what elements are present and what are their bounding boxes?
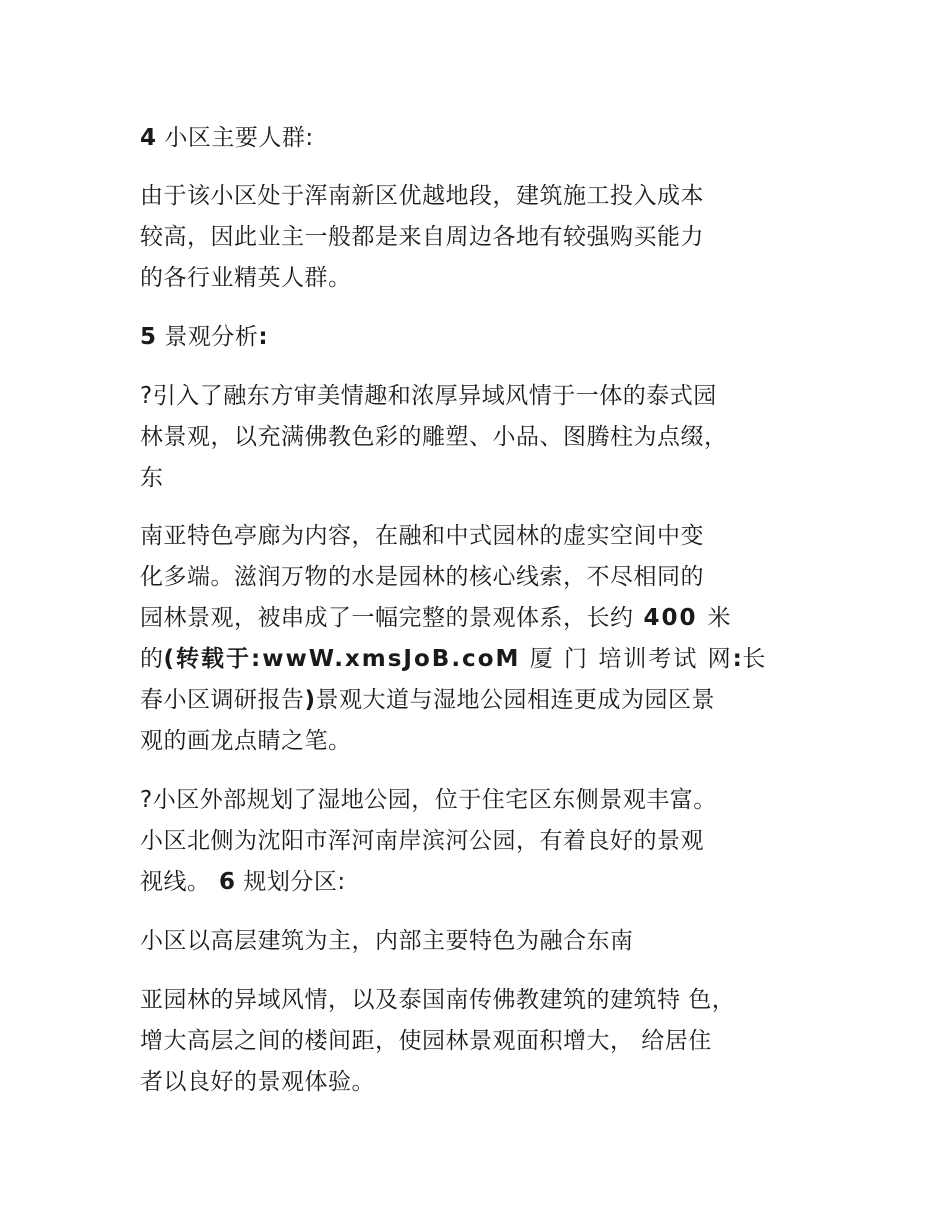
para3-line4 <box>140 644 766 674</box>
para4-line1: ?小区外部规划了湿地公园，位于住宅区东侧景观丰富。 <box>140 787 717 813</box>
text-segment: 景观大道与湿地公园相连更成为园区景 <box>315 687 716 713</box>
length-number: 400 <box>633 605 708 631</box>
para2-line1: ?引入了融东方审美情趣和浓厚异域风情于一体的泰式园 <box>140 383 717 409</box>
para6-line2: 增大高层之间的楼间距，使园林景观面积增大， 给居住 <box>140 1028 712 1054</box>
heading-number: 4 <box>140 125 157 151</box>
heading-text: 小区主要人群: <box>156 125 314 151</box>
source-reference: (转载于:wwW.xmsJoB.coM <box>163 646 521 672</box>
colon: : <box>732 646 743 672</box>
para1-line3: 的各行业精英人群。 <box>140 265 352 291</box>
para4-line2: 小区北侧为沈阳市浑河南岸滨河公园，有着良好的景观 <box>140 828 704 854</box>
heading-text: 规划分区: <box>235 869 346 895</box>
para3-line6: 观的画龙点睛之笔。 <box>140 728 352 754</box>
para1-line2: 较高，因此业主一般都是来自周边各地有较强购买能力 <box>140 224 704 250</box>
heading-number: 6 <box>210 869 236 895</box>
text-segment: 春小区调研报告 <box>140 687 305 713</box>
text-segment: 厦 门 培训考试 网 <box>520 646 733 672</box>
text-segment: 米 <box>707 605 732 631</box>
para5-line1: 小区以高层建筑为主，内部主要特色为融合东南 <box>140 928 634 954</box>
para3-line1: 南亚特色亭廊为内容，在融和中式园林的虚实空间中变 <box>140 523 704 549</box>
para3-line5 <box>140 685 715 715</box>
text-segment: 园林景观，被串成了一幅完整的景观体系，长约 <box>140 605 634 631</box>
text-segment: 的 <box>140 646 164 672</box>
heading-4 <box>140 123 314 153</box>
heading-colon: : <box>258 324 269 350</box>
heading-number: 5 <box>140 324 157 350</box>
para4-line3 <box>140 867 346 897</box>
para6-line1: 亚园林的异域风情，以及泰国南传佛教建筑的建筑特 色， <box>140 987 736 1013</box>
para2-line2: 林景观，以充满佛教色彩的雕塑、小品、图腾柱为点缀， <box>140 424 728 450</box>
para2-line3: 东 <box>140 465 164 491</box>
text-segment: 长 <box>742 646 766 672</box>
heading-5 <box>140 322 268 352</box>
heading-text: 景观分析 <box>156 324 259 350</box>
para3-line2: 化多端。滋润万物的水是园林的核心线索，不尽相同的 <box>140 564 704 590</box>
para1-line1: 由于该小区处于浑南新区优越地段，建筑施工投入成本 <box>140 183 704 209</box>
text-segment: 视线。 <box>140 869 211 895</box>
para6-line3: 者以良好的景观体验。 <box>140 1069 375 1095</box>
paren: ) <box>304 687 316 713</box>
para3-line3 <box>140 603 731 633</box>
